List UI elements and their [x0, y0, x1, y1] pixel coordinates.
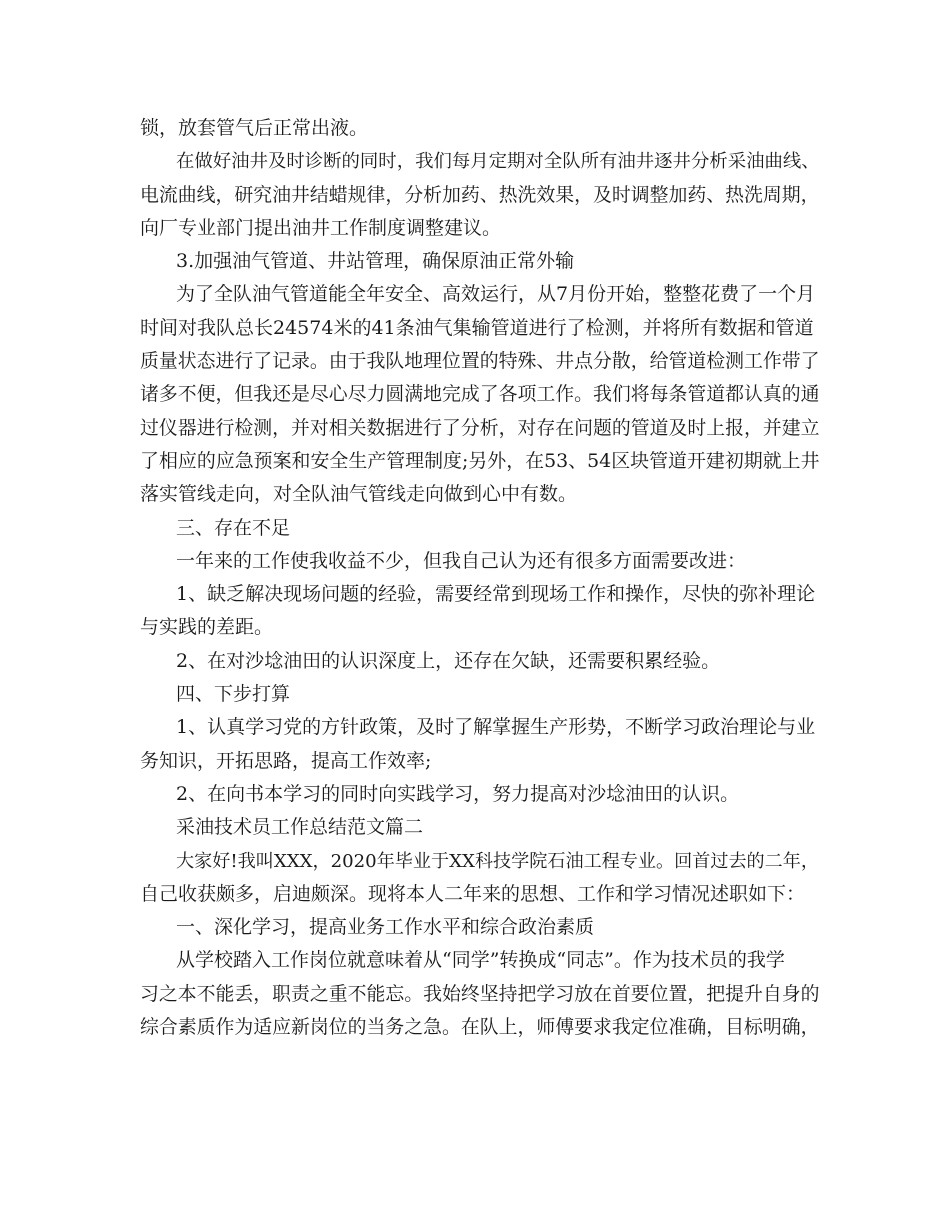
text-line: 了相应的应急预案和安全生产管理制度;另外，在53、54区块管道开建初期就上井	[140, 449, 820, 472]
text-line: 为了全队油气管道能全年安全、高效运行，从7月份开始，整整花费了一个月	[176, 283, 816, 306]
text-line: 时间对我队总长24574米的41条油气集输管道进行了检测，并将所有数据和管道	[140, 316, 814, 339]
text-line: 从学校踏入工作岗位就意味着从“同学”转换成“同志”。作为技术员的我学	[176, 949, 785, 972]
text-line: 四、下步打算	[176, 683, 291, 706]
text-line: 综合素质作为适应新岗位的当务之急。在队上，师傅要求我定位准确，目标明确，	[140, 1016, 820, 1039]
text-line: 1、缺乏解决现场问题的经验，需要经常到现场工作和操作，尽快的弥补理论	[176, 583, 816, 606]
text-line: 落实管线走向，对全队油气管线走向做到心中有数。	[140, 483, 578, 506]
text-line: 大家好!我叫XXX，2020年毕业于XX科技学院石油工程专业。回首过去的二年，	[176, 850, 819, 872]
text-line: 锁，放套管气后正常出液。	[140, 117, 369, 139]
text-line: 采油技术员工作总结范文篇二	[176, 816, 424, 839]
text-line: 与实践的差距。	[140, 616, 274, 639]
text-line: 1、认真学习党的方针政策，及时了解掌握生产形势，不断学习政治理论与业	[176, 716, 816, 739]
text-line: 一、深化学习，提高业务工作水平和综合政治素质	[176, 916, 595, 939]
text-line: 三、存在不足	[176, 516, 291, 539]
text-line: 诸多不便，但我还是尽心尽力圆满地完成了各项工作。我们将每条管道都认真的通	[140, 383, 820, 406]
text-line: 质量状态进行了记录。由于我队地理位置的特殊、井点分散，给管道检测工作带了	[140, 350, 820, 373]
text-line: 2、在向书本学习的同时向实践学习，努力提高对沙埝油田的认识。	[176, 782, 740, 805]
text-line: 习之本不能丢，职责之重不能忘。我始终坚持把学习放在首要位置，把提升自身的	[140, 982, 820, 1005]
text-line: 一年来的工作使我收益不少，但我自己认为还有很多方面需要改进：	[176, 549, 747, 572]
text-line: 过仪器进行检测，并对相关数据进行了分析，对存在问题的管道及时上报，并建立	[140, 416, 820, 439]
text-line: 务知识，开拓思路，提高工作效率;	[140, 749, 432, 772]
text-line: 2、在对沙埝油田的认识深度上，还存在欠缺，还需要积累经验。	[176, 649, 721, 672]
text-line: 向厂专业部门提出油井工作制度调整建议。	[140, 216, 502, 239]
text-line: 自己收获颇多，启迪颇深。现将本人二年来的思想、工作和学习情况述职如下：	[140, 882, 806, 905]
text-line: 3.加强油气管道、井站管理，确保原油正常外输	[176, 250, 575, 273]
text-line: 电流曲线，研究油井结蜡规律，分析加药、热洗效果，及时调整加药、热洗周期，	[140, 183, 820, 206]
document-body	[140, 112, 820, 1044]
text-line: 在做好油井及时诊断的同时，我们每月定期对全队所有油井逐井分析采油曲线、	[176, 151, 820, 173]
